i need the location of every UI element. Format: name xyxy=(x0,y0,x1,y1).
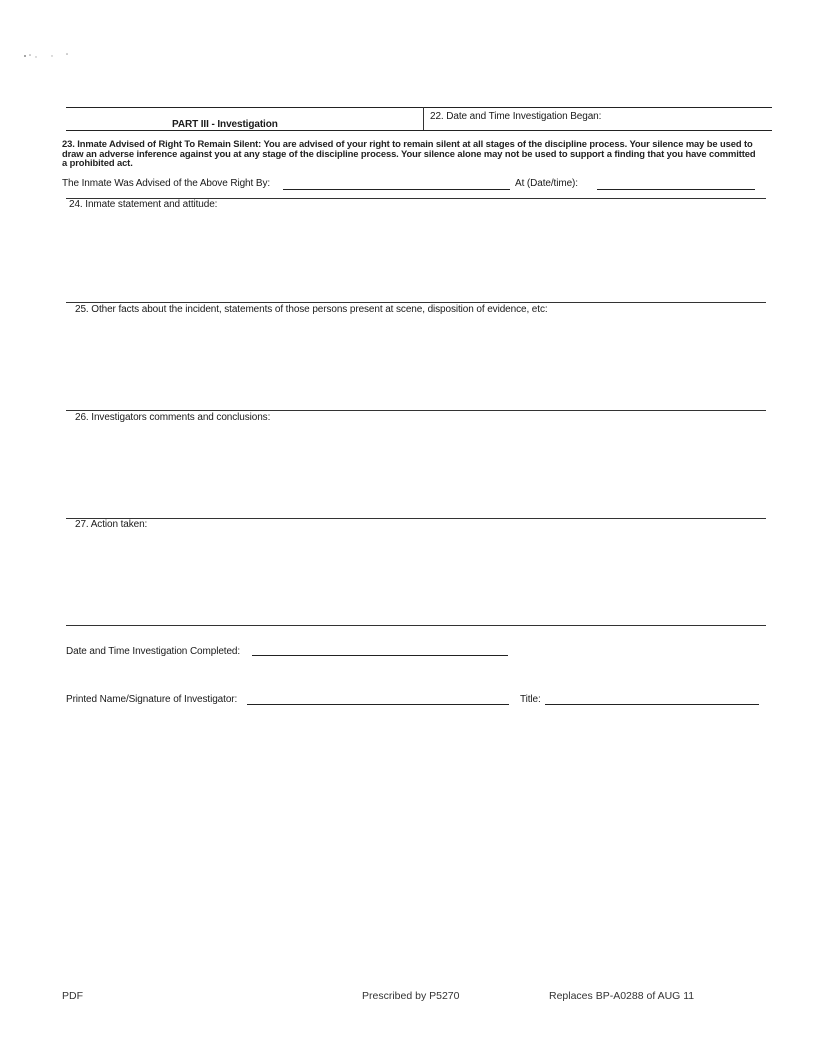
item22-label: 22. Date and Time Investigation Began: xyxy=(430,111,602,122)
s24-label: 24. Inmate statement and attitude: xyxy=(69,199,218,210)
signature-field[interactable] xyxy=(247,704,509,705)
s25-label: 25. Other facts about the incident, statements of those persons present at scene, disposition of evidence, etc: xyxy=(75,304,548,315)
signature-label: Printed Name/Signature of Investigator: xyxy=(66,694,238,705)
completed-date-label: Date and Time Investigation Completed: xyxy=(66,646,241,657)
scan-marks xyxy=(22,46,72,54)
s26-rule xyxy=(66,410,766,411)
title-label: Title: xyxy=(520,694,541,705)
header-divider xyxy=(423,107,424,130)
advised-by-field[interactable] xyxy=(283,189,510,190)
s27-area[interactable] xyxy=(66,532,766,622)
advised-by-label: The Inmate Was Advised of the Above Right By: xyxy=(62,178,271,189)
s27-rule xyxy=(66,518,766,519)
s26-area[interactable] xyxy=(66,426,766,516)
part-title: PART III - Investigation xyxy=(172,119,278,130)
s25-area[interactable] xyxy=(66,318,766,408)
footer-replaces: Replaces BP-A0288 of AUG 11 xyxy=(549,990,695,1002)
item23-text: 23. Inmate Advised of Right To Remain Silent: You are advised of your right to remain silent at all stages of the discipline process. Your silence may be used to draw an adverse inference against you at any stage of the discipline process. Your silence alone may not be used to support a finding that you have committed a prohibited act. xyxy=(62,138,756,169)
s27-bottom-rule xyxy=(66,625,766,626)
s27-label: 27. Action taken: xyxy=(75,519,148,530)
advised-datetime-label: At (Date/time): xyxy=(515,178,578,189)
footer-pdf: PDF xyxy=(62,990,83,1002)
s26-label: 26. Investigators comments and conclusions: xyxy=(75,412,271,423)
s24-area[interactable] xyxy=(66,212,766,300)
header-top-rule xyxy=(66,107,772,108)
completed-date-field[interactable] xyxy=(252,655,508,656)
header-bottom-rule xyxy=(66,130,772,131)
advised-datetime-field[interactable] xyxy=(597,189,755,190)
title-field[interactable] xyxy=(545,704,759,705)
s25-rule xyxy=(66,302,766,303)
footer-prescribed: Prescribed by P5270 xyxy=(362,990,460,1002)
